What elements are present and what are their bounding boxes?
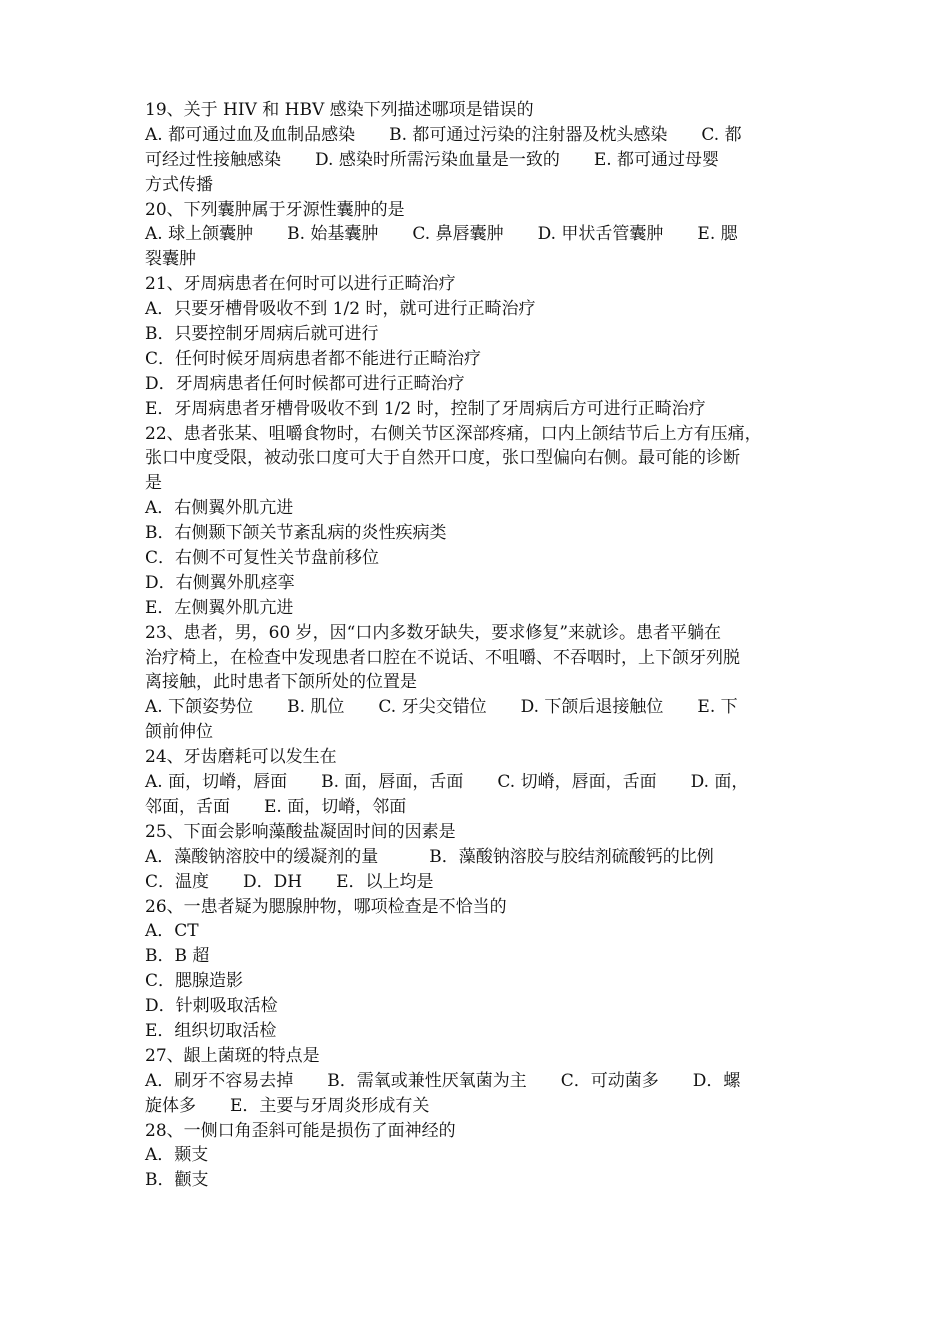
text-line: 24、牙齿磨耗可以发生在 [145,747,337,768]
text-line: 20、下列囊肿属于牙源性囊肿的是 [145,199,405,220]
text-line: 25、下面会影响藻酸盐凝固时间的因素是 [145,821,456,842]
text-line: A．右侧翼外肌亢进 [145,498,294,519]
text-line: 是 [145,473,162,494]
text-line: 19、关于 HIV 和 HBV 感染下列描述哪项是错误的 [145,100,534,120]
text-line: 23、患者，男，60 岁，因“口内多数牙缺失，要求修复”来就诊。患者平躺在 [145,622,722,643]
text-line: A. 球上颌囊肿 B. 始基囊肿 C. 鼻唇囊肿 D. 甲状舌管囊肿 E. 腮 [145,224,738,245]
text-line: A．CT [145,921,199,942]
text-line: 张口中度受限，被动张口度可大于自然开口度，张口型偏向右侧。最可能的诊断 [145,448,740,469]
text-line: D．牙周病患者任何时候都可进行正畸治疗 [145,373,465,394]
text-line: 离接触，此时患者下颌所处的位置是 [145,672,417,693]
text-line: A．只要牙槽骨吸收不到 1/2 时，就可进行正畸治疗 [145,299,536,320]
text-line: B．只要控制牙周病后就可进行 [145,324,379,345]
text-line: A. 面，切嵴，唇面 B. 面，唇面，舌面 C. 切嵴，唇面，舌面 D. 面， [145,772,749,793]
text-line: 28、一侧口角歪斜可能是损伤了面神经的 [145,1120,456,1141]
text-line: 治疗椅上，在检查中发现患者口腔在不说话、不咀嚼、不吞咽时，上下颌牙列脱 [145,647,740,668]
text-line: 27、龈上菌斑的特点是 [145,1045,320,1066]
text-line: E．组织切取活检 [145,1020,277,1041]
text-line: C．腮腺造影 [145,971,244,992]
text-line: 26、一患者疑为腮腺肿物，哪项检查是不恰当的 [145,896,507,917]
text-line: E．牙周病患者牙槽骨吸收不到 1/2 时，控制了牙周病后方可进行正畸治疗 [145,398,706,419]
text-line: E．左侧翼外肌亢进 [145,597,294,618]
text-line: D．右侧翼外肌痉挛 [145,572,295,593]
text-line: A. 下颌姿势位 B. 肌位 C. 牙尖交错位 D. 下颌后退接触位 E. 下 [145,697,738,718]
text-line: A．藻酸钠溶胶中的缓凝剂的量 B．藻酸钠溶胶与胶结剂硫酸钙的比例 [145,846,714,867]
text-line: C．右侧不可复性关节盘前移位 [145,548,380,569]
text-line: 方式传播 [145,174,213,195]
document-body [145,98,810,1193]
text-line: 21、牙周病患者在何时可以进行正畸治疗 [145,274,456,295]
text-line: B．右侧颞下颌关节紊乱病的炎性疾病类 [145,523,447,544]
text-line: 邻面，舌面 E. 面，切嵴，邻面 [145,796,407,817]
text-line: A．刷牙不容易去掉 B．需氧或兼性厌氧菌为主 C．可动菌多 D．螺 [145,1070,741,1091]
text-line: 可经过性接触感染 D. 感染时所需污染血量是一致的 E. 都可通过母婴 [145,149,720,170]
text-line: 颌前伸位 [145,722,213,743]
text-line: 22、患者张某、咀嚼食物时，右侧关节区深部疼痛，口内上颌结节后上方有压痛， [145,423,762,444]
text-line: 旋体多 E．主要与牙周炎形成有关 [145,1095,430,1116]
text-line: C．任何时候牙周病患者都不能进行正畸治疗 [145,348,482,369]
text-line: C．温度 D．DH E．以上均是 [145,871,434,892]
text-line: D．针刺吸取活检 [145,996,278,1017]
text-line: B．B 超 [145,946,210,967]
text-line: A．颞支 [145,1145,209,1166]
text-line: B．颧支 [145,1170,209,1191]
text-line: 裂囊肿 [145,249,196,270]
text-line: A. 都可通过血及血制品感染 B. 都可通过污染的注射器及枕头感染 C. 都 [145,124,742,145]
